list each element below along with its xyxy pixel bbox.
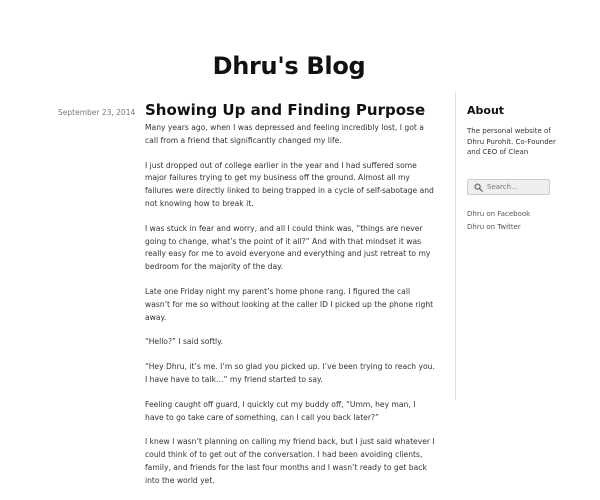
post-paragraph: Many years ago, when I was depressed and feeling incredibly lost, I got a call from a friend that significantly changed my life.: [145, 123, 424, 145]
sidebar-heading: About: [467, 104, 505, 117]
facebook-link[interactable]: Dhru on Facebook: [467, 210, 531, 218]
post-date: September 23, 2014: [58, 108, 136, 117]
site-title[interactable]: Dhru's Blog: [212, 52, 366, 80]
sidebar-link-item: [467, 221, 530, 234]
post-title[interactable]: Showing Up and Finding Purpose: [145, 101, 426, 119]
post-body: [145, 122, 435, 500]
search-icon: [474, 183, 483, 192]
twitter-link[interactable]: Dhru on Twitter: [467, 223, 521, 231]
post-paragraph: Late one Friday night my parent’s home phone rang. I figured the call wasn’t for me so without looking at the caller ID I picked up the phone right away.: [145, 286, 434, 322]
search-box[interactable]: [467, 179, 550, 195]
sidebar-description: The personal website of Dhru Purohit. Co-Founder and CEO of Clean: [467, 127, 556, 156]
post-paragraph: I was stuck in fear and worry, and all I could think was, “things are never going to change, what’s the point of it all?” And with that mindset it was really easy for me to avoid everyone and everything and just retreat to my bedroom for the majority of the day.: [145, 223, 431, 272]
post-paragraph: I just dropped out of college earlier in the year and I had suffered some major failures trying to get my business off the ground. Almost all my failures were directly linked to being trapped in a cycle of self-sabotage and not knowing how to break it.: [145, 160, 434, 208]
sidebar-link-item: [467, 208, 530, 221]
post-paragraph: Feeling caught off guard, I quickly cut my buddy off, “Umm, hey man, I have to go take care of something, can I call you back later?”: [145, 399, 416, 422]
sidebar-links: [467, 208, 530, 234]
search-input[interactable]: [487, 180, 547, 194]
post-paragraph: “Hello?” I said softly.: [145, 337, 223, 347]
sidebar-divider: [455, 92, 456, 400]
post-paragraph: “Hey Dhru, it’s me. I’m so glad you picked up. I’ve been trying to reach you. I have have to talk…” my friend started to say.: [145, 362, 435, 384]
post-paragraph: I knew I wasn’t planning on calling my friend back, but I just said whatever I could think of to get out of the conversation. I had been avoiding clients, family, and friends for the last four months and I wasn’t ready to get back into the world yet.: [145, 437, 435, 485]
